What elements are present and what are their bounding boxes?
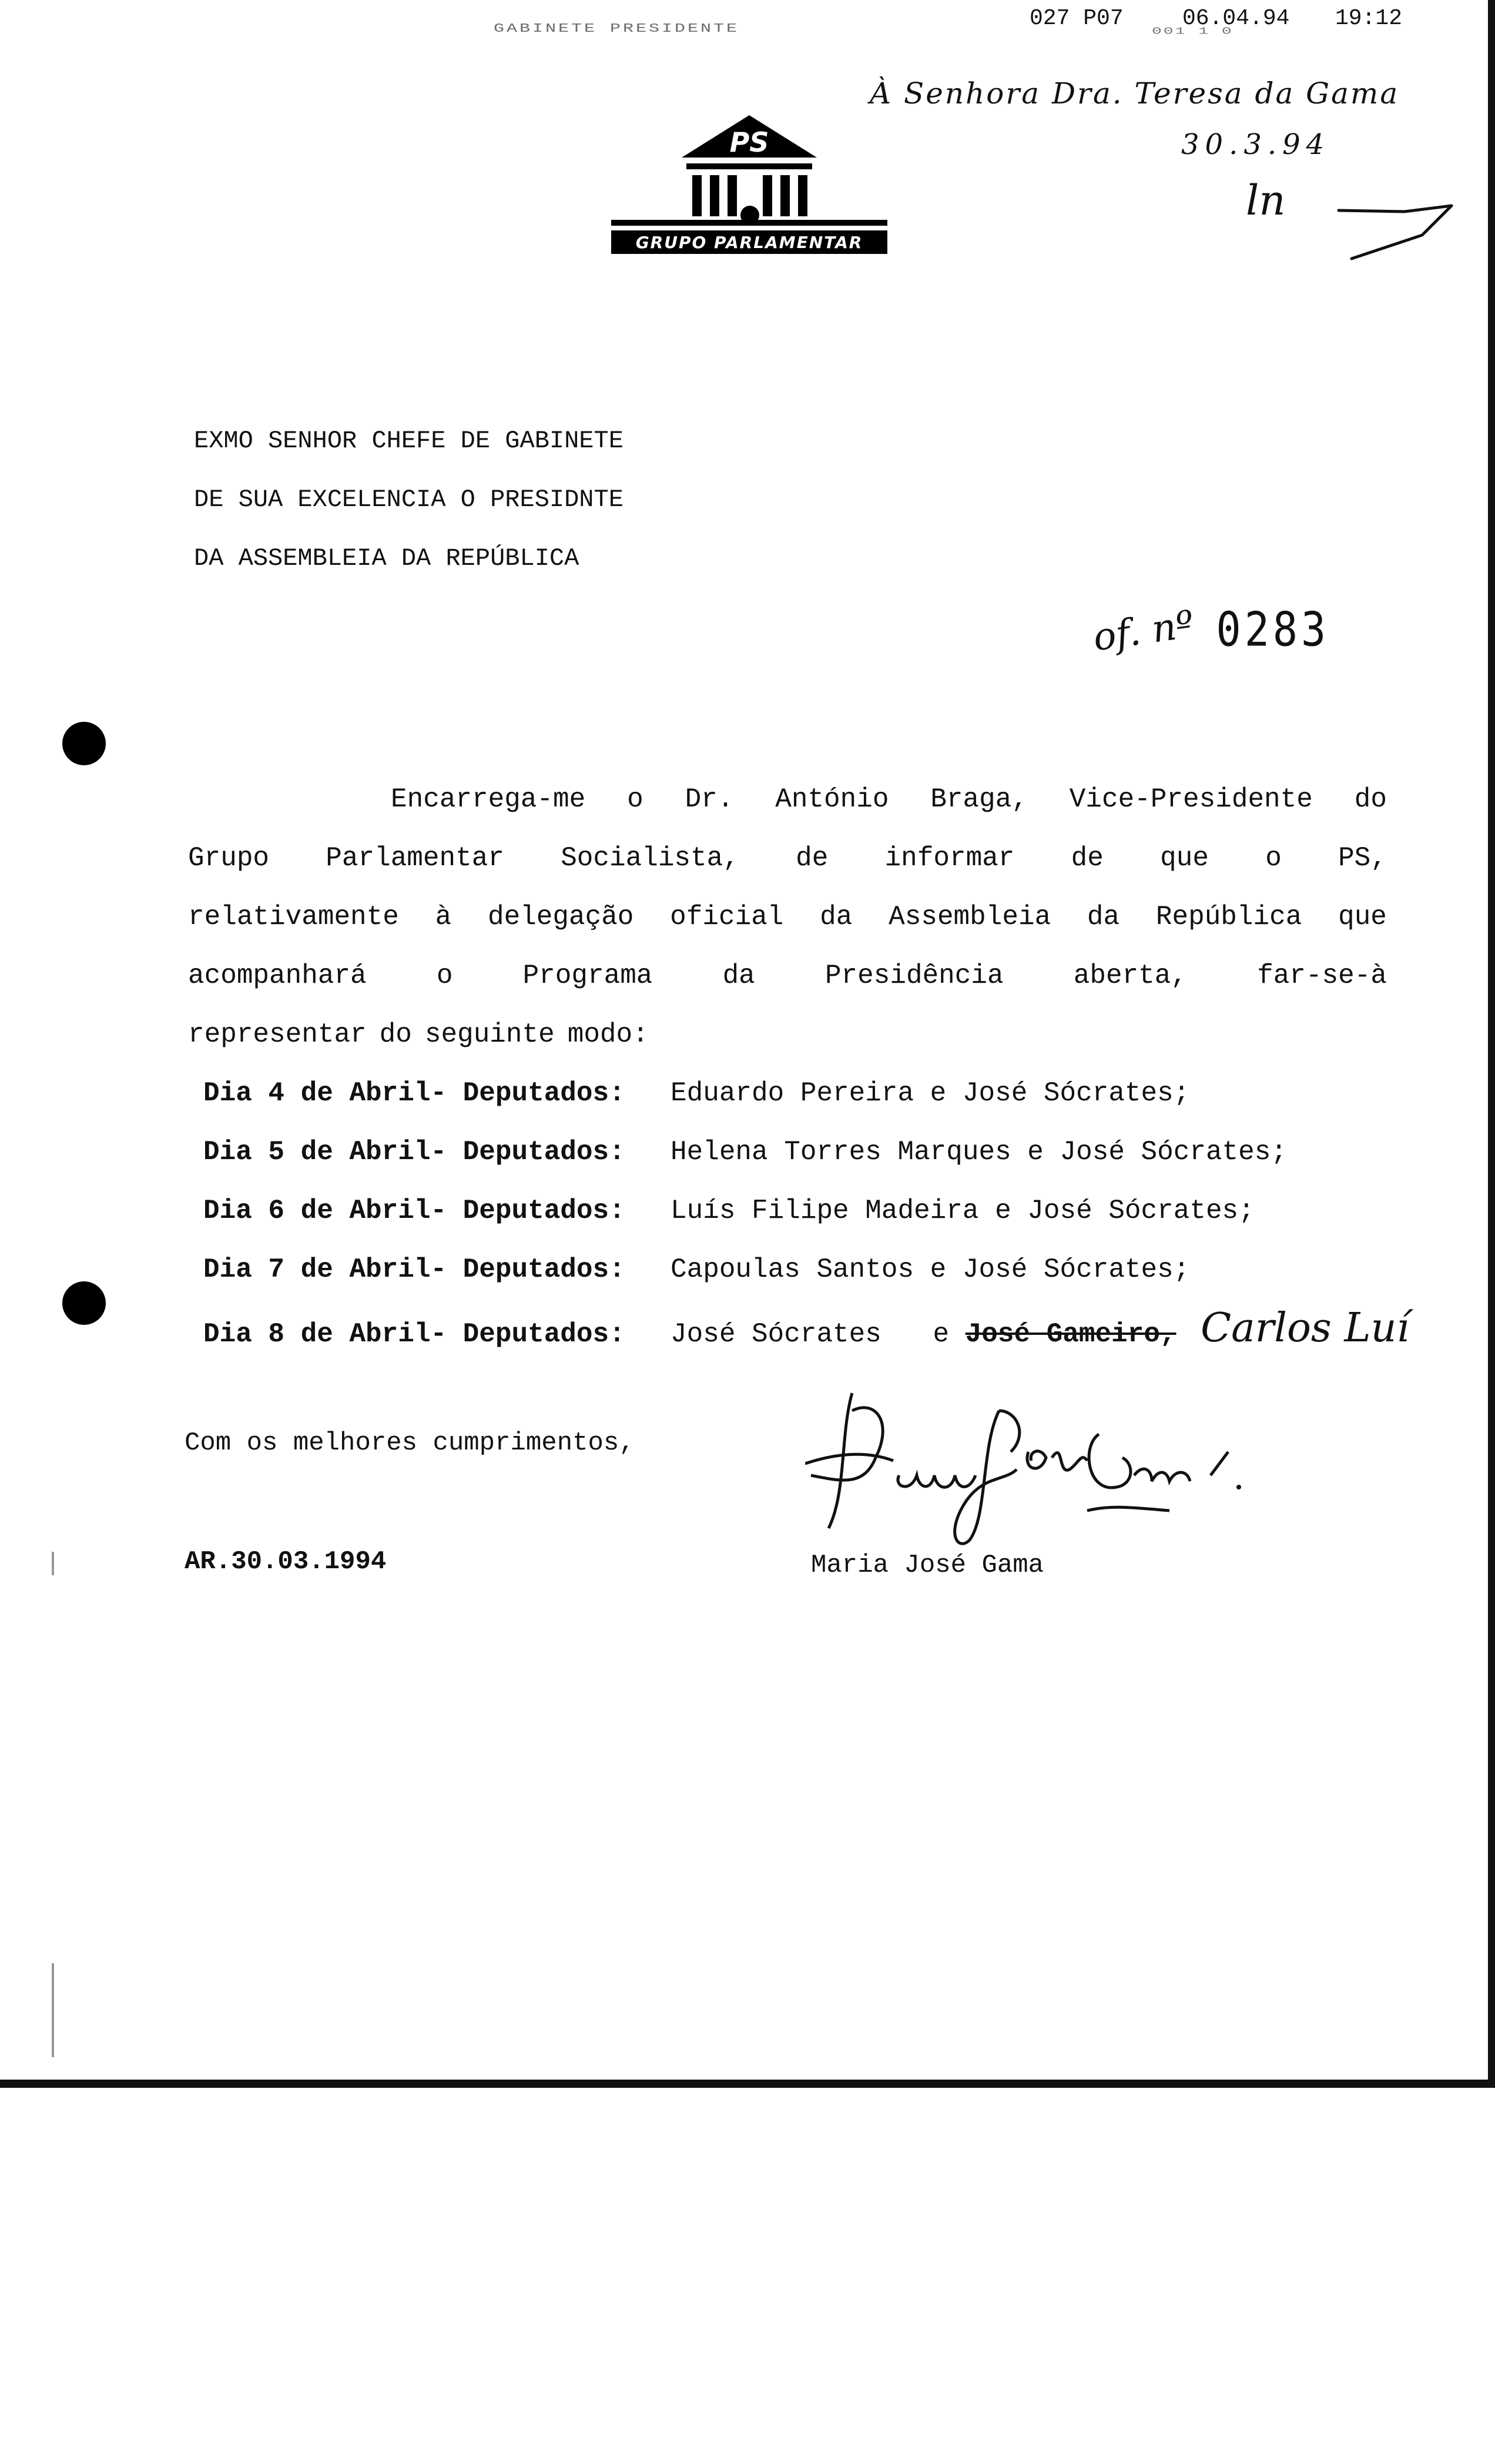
schedule-day-label: Dia 8 de Abril- Deputados: <box>203 1319 625 1350</box>
schedule-day-label: Dia 7 de Abril- Deputados: <box>203 1254 625 1285</box>
handwritten-deputy-name: Carlos Luí <box>1201 1305 1410 1351</box>
word: seguinte <box>424 1019 555 1050</box>
word: o <box>436 960 453 991</box>
ps-grupo-parlamentar-logo <box>611 112 887 265</box>
word: acompanhará <box>188 960 367 991</box>
word: oficial <box>670 902 784 932</box>
body-line <box>188 1005 1387 1064</box>
word: aberta, <box>1073 960 1187 991</box>
fax-page-number: 027 P07 <box>1030 6 1124 31</box>
body-line <box>188 829 1387 888</box>
reference-number: 0283 <box>1216 601 1330 658</box>
fax-time: 19:12 <box>1335 6 1403 31</box>
addressee-block <box>194 411 624 588</box>
word: delegação <box>487 902 634 932</box>
word: República <box>1155 902 1302 932</box>
schedule-deputies: José Sócrates <box>671 1319 881 1350</box>
word: que <box>1160 843 1209 873</box>
punch-hole <box>62 722 106 765</box>
scan-margin-mark <box>52 1963 54 2057</box>
handwritten-signature <box>805 1387 1287 1552</box>
logo-caption-text: GRUPO PARLAMENTAR <box>635 233 863 252</box>
page-edge-bottom <box>0 2080 1495 2088</box>
word: Parlamentar <box>326 843 504 873</box>
handwritten-addressee-note: À Senhora Dra. Teresa da Gama <box>870 76 1400 111</box>
fax-header-faded-right: 001 1 0 <box>1152 26 1233 37</box>
word: da <box>820 902 853 932</box>
word: Assembleia <box>889 902 1051 932</box>
word: Braga, <box>930 784 1028 815</box>
reference-label: of. nº <box>1090 602 1197 660</box>
word: Dr. <box>685 784 734 815</box>
word: da <box>722 960 755 991</box>
body-line <box>188 770 1387 829</box>
word: Presidência <box>824 960 1004 991</box>
scan-margin-mark <box>52 1552 54 1575</box>
reference <box>1090 601 1330 660</box>
document-date: AR.30.03.1994 <box>185 1547 387 1576</box>
schedule-deputies: Eduardo Pereira e José Sócrates; <box>671 1078 1190 1109</box>
fax-header <box>0 6 1495 41</box>
closing-salutation: Com os melhores cumprimentos, <box>185 1428 635 1458</box>
word: PS, <box>1338 843 1387 873</box>
word: modo: <box>567 1019 649 1050</box>
word: de <box>796 843 829 873</box>
body-line <box>188 946 1387 1005</box>
handwritten-initials: ln <box>1246 176 1286 225</box>
schedule-day-label: Dia 4 de Abril- Deputados: <box>203 1078 625 1109</box>
handwritten-arrow-icon <box>1334 200 1457 265</box>
schedule-day-label: Dia 5 de Abril- Deputados: <box>203 1137 625 1167</box>
schedule-row <box>203 1299 1409 1358</box>
word: de <box>1071 843 1104 873</box>
blank-background <box>0 2088 1495 2464</box>
addressee-line: DE SUA EXCELENCIA O PRESIDNTE <box>194 486 624 514</box>
body-line <box>188 888 1387 946</box>
punch-hole <box>62 1281 106 1325</box>
schedule-row <box>203 1123 1409 1181</box>
struck-deputy-name: José Gameiro, <box>965 1319 1176 1350</box>
handwritten-date-note: 30.3.94 <box>1181 128 1330 161</box>
word: Vice-Presidente <box>1069 784 1313 815</box>
schedule-row <box>203 1240 1409 1299</box>
logo-party-text: PS <box>729 126 769 158</box>
signer-name: Maria José Gama <box>811 1551 1044 1580</box>
addressee-line: DA ASSEMBLEIA DA REPÚBLICA <box>194 544 579 573</box>
word: relativamente <box>188 902 399 932</box>
word: informar <box>884 843 1015 873</box>
fax-date: 06.04.94 <box>1182 6 1290 31</box>
word: do <box>1354 784 1387 815</box>
word: Programa <box>522 960 653 991</box>
word: do <box>379 1019 412 1050</box>
schedule-deputies: Luís Filipe Madeira e José Sócrates; <box>671 1196 1255 1226</box>
schedule-row <box>203 1064 1409 1123</box>
schedule-conjunction: e <box>933 1319 950 1350</box>
word: que <box>1338 902 1387 932</box>
deputies-schedule <box>203 1064 1409 1358</box>
word: far-se-à <box>1257 960 1387 991</box>
word: representar <box>188 1019 367 1050</box>
schedule-day-label: Dia 6 de Abril- Deputados: <box>203 1196 625 1226</box>
body-paragraph <box>188 770 1387 1064</box>
page-edge-right <box>1488 0 1495 2084</box>
word: Socialista, <box>561 843 739 873</box>
word: António <box>775 784 889 815</box>
schedule-deputies: Capoulas Santos e José Sócrates; <box>671 1254 1190 1285</box>
schedule-deputies: Helena Torres Marques e José Sócrates; <box>671 1137 1287 1167</box>
word: à <box>435 902 452 932</box>
fax-header-faded-text: GABINETE PRESIDENTE <box>494 22 740 36</box>
word: Encarrega-me <box>391 784 586 815</box>
addressee-line: EXMO SENHOR CHEFE DE GABINETE <box>194 427 624 455</box>
word: Grupo <box>188 843 270 873</box>
word: o <box>1265 843 1282 873</box>
word: da <box>1087 902 1120 932</box>
word: o <box>627 784 643 815</box>
schedule-row <box>203 1181 1409 1240</box>
